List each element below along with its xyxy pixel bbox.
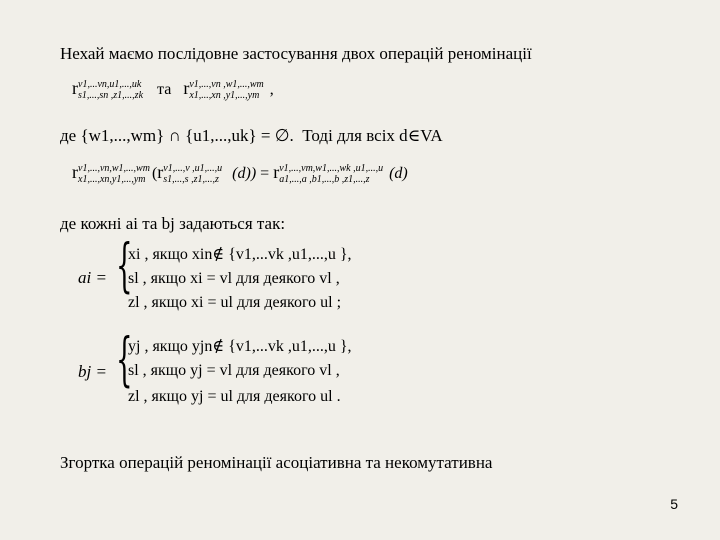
where-ab-text: де кожні ai та bj задаються так:	[60, 214, 286, 233]
condition-line	[60, 126, 443, 146]
b-case-2: sl , якщо yj = vl для деякого vl ,	[128, 362, 340, 379]
a-case-2: sl , якщо xi = vl для деякого vl ,	[128, 270, 340, 287]
condition-suffix: Тоді для всіх d∈VA	[302, 126, 443, 145]
condition-prefix: де {w1,...,wm} ∩ {u1,...,uk} = ∅.	[60, 126, 294, 145]
and-word: та	[157, 81, 172, 98]
a-case-1: xi , якщо xin∉ {v1,...vk ,u1,...,u },	[128, 246, 352, 263]
b-case-1: yj , якщо yjn∉ {v1,...vk ,u1,...,u },	[128, 338, 352, 355]
lhs-indices: v1,...,vn,w1,...,wm x1,...,xn,y1,...,ym	[78, 163, 150, 186]
rho-lhs: r	[72, 162, 78, 182]
rho-symbol: r	[72, 78, 78, 98]
page-number: 5	[670, 496, 678, 512]
rho-inner: r	[157, 162, 164, 182]
equals-sign: =	[260, 165, 270, 182]
inner-indices: v1,...,v ,u1,...,u s1,...,s ,z1,...,z	[163, 163, 223, 186]
a-brace: {	[116, 231, 133, 299]
a-case-3: zl , якщо xi = ul для деякого ul ;	[128, 294, 342, 311]
rho-symbol-2: r	[183, 78, 190, 98]
b-brace: {	[116, 325, 133, 393]
rhs-indices: v1,...,vm,w1,...,wk ,u1,...,u a1,...,a ,b1,...,b ,z1,...,z	[279, 163, 384, 186]
formula-renomination-pair	[72, 78, 274, 101]
conclusion-text: Згортка операцій реномінації асоціативна та некомутативна	[60, 453, 493, 472]
intro-text: Нехай маємо послідовне застосування двох операцій реномінації	[60, 44, 532, 63]
a-label: ai =	[78, 268, 107, 287]
inner-arg: (d))	[232, 165, 257, 182]
formula-composition: r v1,...,vn,w1,...,wm x1,...,xn,y1,...,ym (r v1,...,v ,u1,...,u s1,...,s ,z1,...,z (d)) = r v1,...,vm,w1,...,wk ,u1,...,u a1,...,a ,b1,...,b ,z1,...,z (d)	[72, 162, 408, 186]
rho-indices-2: v1,...,vn ,w1,...,wm x1,...,xn ,y1,...,ym	[189, 79, 264, 102]
b-label: bj =	[78, 362, 107, 381]
b-case-3: zl , якщо yj = ul для деякого ul .	[128, 388, 341, 405]
rho-indices-1: v1,...vn,u1,...,uk s1,...,sn ,z1,...,zk	[78, 79, 144, 102]
rho-rhs: r	[273, 162, 280, 182]
formula1-comma: ,	[269, 81, 274, 98]
rhs-arg: (d)	[389, 165, 408, 182]
